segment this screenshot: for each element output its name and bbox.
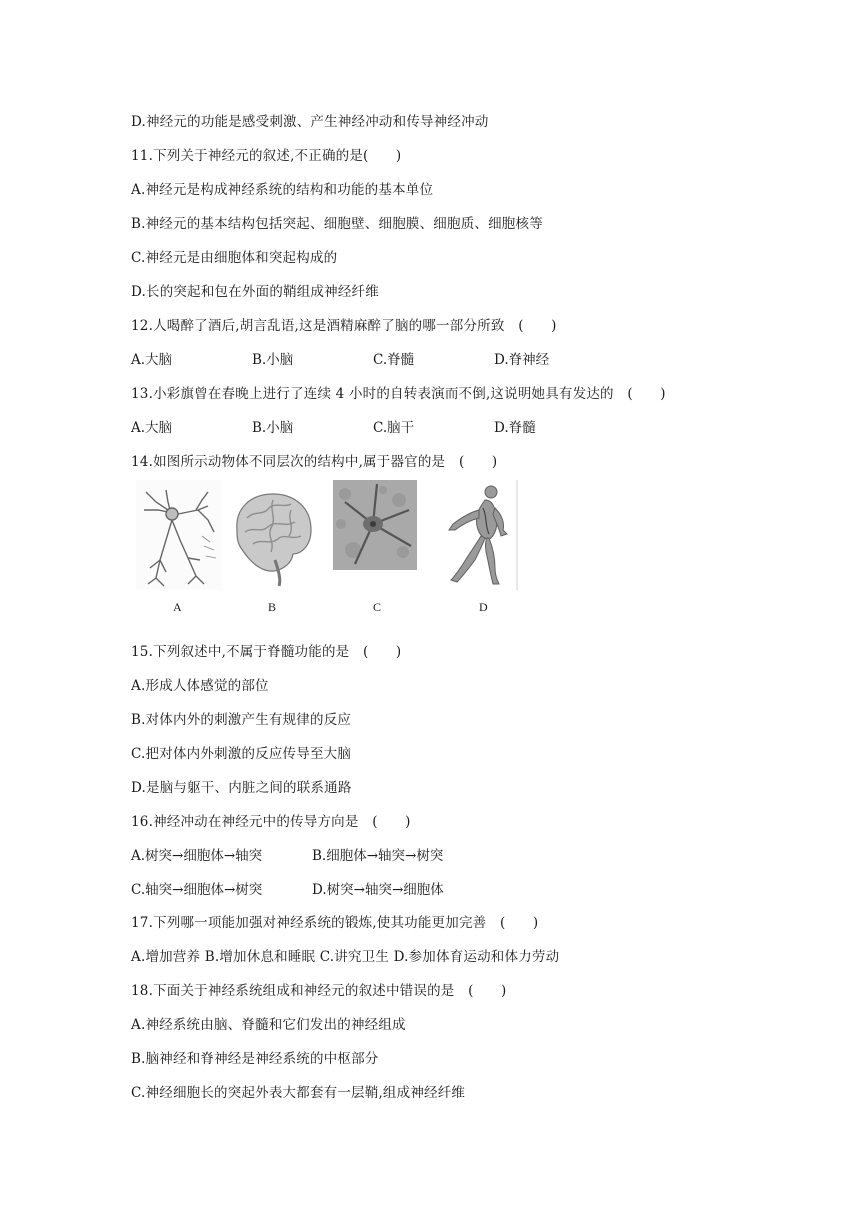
q12-option-d: D.脊神经 bbox=[494, 352, 550, 368]
neuron-drawing-image bbox=[136, 480, 222, 590]
q13-stem: 13.小彩旗曾在春晚上进行了连续 4 小时的自转表演而不倒,这说明她具有发达的 ( ) bbox=[131, 386, 666, 402]
q14-stem: 14.如图所示动物体不同层次的结构中,属于器官的是 ( ) bbox=[131, 454, 498, 470]
caption-b: B bbox=[268, 600, 277, 614]
q12-option-c: C.脊髓 bbox=[373, 352, 415, 368]
q18-option-c: C.神经细胞长的突起外表大都套有一层鞘,组成神经纤维 bbox=[131, 1085, 466, 1101]
q18-option-a: A.神经系统由脑、脊髓和它们发出的神经组成 bbox=[131, 1017, 406, 1033]
q18-stem: 18.下面关于神经系统组成和神经元的叙述中错误的是 ( ) bbox=[131, 983, 507, 999]
q17-options: A.增加营养 B.增加休息和睡眠 C.讲究卫生 D.参加体育运动和体力劳动 bbox=[131, 949, 560, 965]
q11-stem: 11.下列关于神经元的叙述,不正确的是( ) bbox=[131, 148, 402, 164]
q12-option-a: A.大脑 bbox=[131, 352, 173, 368]
q16-stem: 16.神经冲动在神经元中的传导方向是 ( ) bbox=[131, 814, 411, 830]
q18-option-b: B.脑神经和脊神经是神经系统的中枢部分 bbox=[131, 1051, 379, 1067]
q16-option-a: A.树突→细胞体→轴突 bbox=[131, 848, 263, 864]
q16-option-b: B.细胞体→轴突→树突 bbox=[312, 848, 444, 864]
q15-option-c: C.把对体内外刺激的反应传导至大脑 bbox=[131, 746, 352, 762]
q15-option-b: B.对体内外的刺激产生有规律的反应 bbox=[131, 712, 352, 728]
brain-image bbox=[231, 480, 316, 590]
caption-a: A bbox=[173, 600, 182, 614]
q11-option-a: A.神经元是构成神经系统的结构和功能的基本单位 bbox=[131, 182, 434, 198]
q17-stem: 17.下列哪一项能加强对神经系统的锻炼,使其功能更加完善 ( ) bbox=[131, 915, 539, 931]
q11-option-c: C.神经元是由细胞体和突起构成的 bbox=[131, 250, 338, 266]
caption-c: C bbox=[373, 600, 382, 614]
q13-option-b: B.小脑 bbox=[252, 420, 294, 436]
q16-option-c: C.轴突→细胞体→树突 bbox=[131, 882, 263, 898]
q15-stem: 15.下列叙述中,不属于脊髓功能的是 ( ) bbox=[131, 644, 402, 660]
q15-option-d: D.是脑与躯干、内脏之间的联系通路 bbox=[131, 780, 352, 796]
nerve-cell-micrograph-image bbox=[333, 480, 417, 570]
q12-stem: 12.人喝醉了酒后,胡言乱语,这是酒精麻醉了脑的哪一部分所致 ( ) bbox=[131, 318, 557, 334]
caption-d: D bbox=[479, 600, 488, 614]
q13-option-d: D.脊髓 bbox=[494, 420, 536, 436]
q15-option-a: A.形成人体感觉的部位 bbox=[131, 678, 269, 694]
q16-option-d: D.树突→轴突→细胞体 bbox=[312, 882, 444, 898]
q13-option-c: C.脑干 bbox=[373, 420, 415, 436]
q11-option-d: D.长的突起和包在外面的鞘组成神经纤维 bbox=[131, 284, 379, 300]
q14-figure bbox=[131, 480, 531, 620]
q10-option-d: D.神经元的功能是感受刺激、产生神经冲动和传导神经冲动 bbox=[131, 114, 489, 130]
q12-option-b: B.小脑 bbox=[252, 352, 294, 368]
q11-option-b: B.神经元的基本结构包括突起、细胞壁、细胞膜、细胞质、细胞核等 bbox=[131, 216, 543, 232]
human-figure-image bbox=[435, 480, 519, 590]
q13-option-a: A.大脑 bbox=[131, 420, 173, 436]
